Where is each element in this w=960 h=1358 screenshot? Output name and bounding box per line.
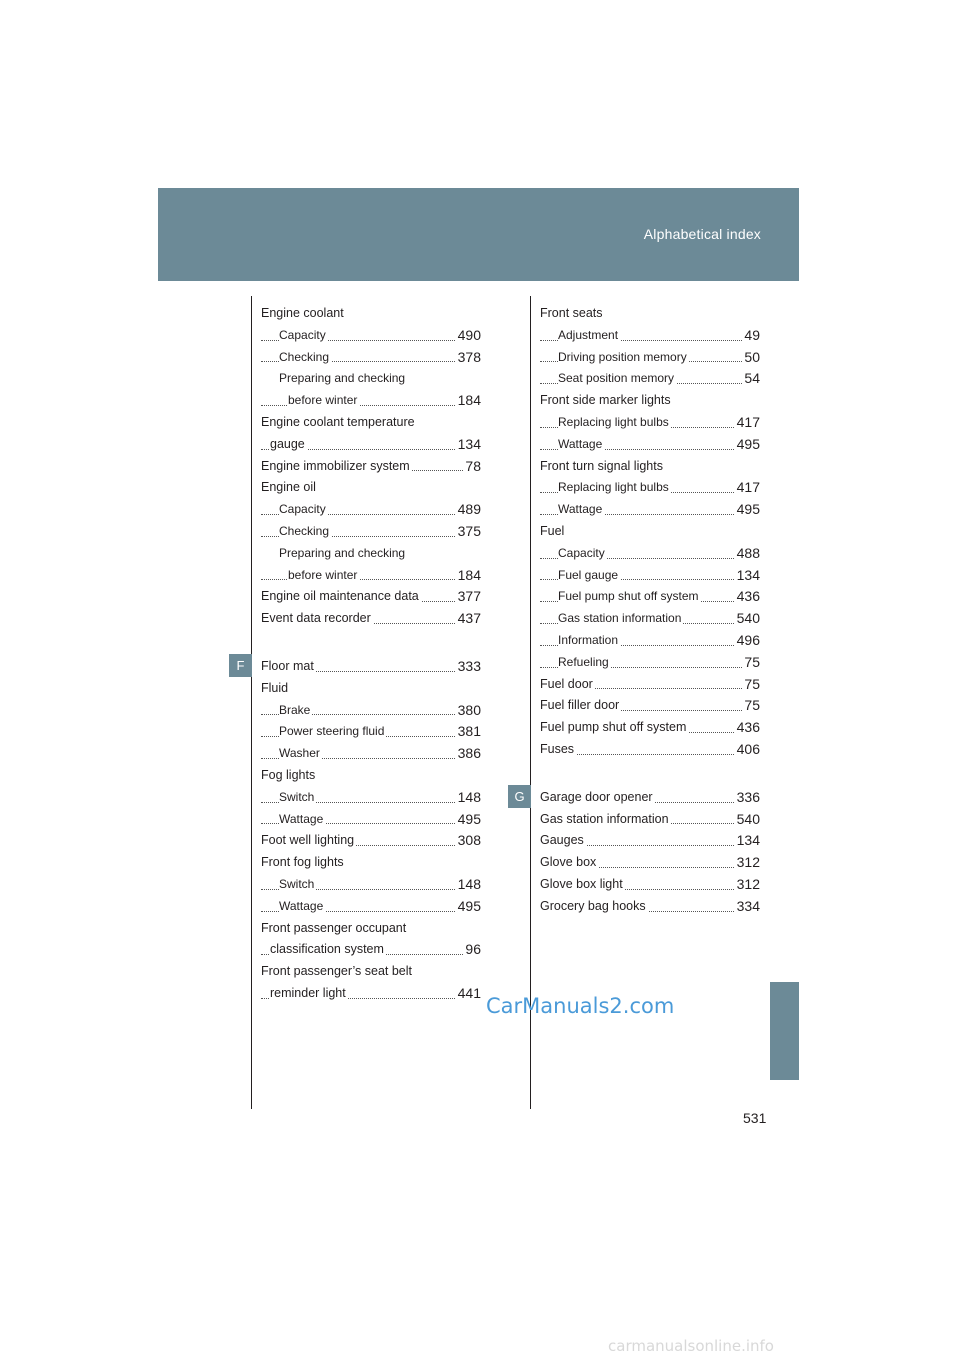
index-entry-label: Gauges	[540, 833, 584, 848]
watermark-primary: CarManuals2.com	[486, 994, 675, 1018]
page-header	[158, 188, 799, 281]
index-entry-label: Fuel door	[540, 676, 593, 691]
index-entry	[540, 456, 760, 478]
index-entry-page: 495	[735, 499, 760, 521]
index-entry	[261, 743, 481, 765]
index-entry	[540, 412, 760, 434]
index-entry	[540, 521, 760, 543]
index-entry-page: 489	[456, 499, 481, 521]
index-entry	[261, 809, 481, 831]
index-entry	[540, 674, 760, 696]
index-entry-page: 312	[735, 874, 760, 896]
index-entry-label: Foot well lighting	[261, 833, 355, 848]
index-entry	[261, 874, 481, 896]
index-entry	[261, 499, 481, 521]
index-entry	[540, 852, 760, 874]
index-entry-label: Adjustment	[558, 327, 619, 342]
index-entry-label: Front fog lights	[261, 855, 344, 870]
index-entry	[540, 652, 760, 674]
index-entry-label: Floor mat	[261, 658, 314, 673]
index-entry-label: Gas station information	[540, 811, 669, 826]
index-entry-label: Information	[558, 632, 619, 647]
index-entry	[540, 434, 760, 456]
index-entry-page: 380	[456, 700, 481, 722]
index-entry-label: Engine oil maintenance data	[261, 589, 419, 604]
index-entry-label: Power steering fluid	[279, 724, 385, 739]
index-entry-label: Checking	[279, 523, 330, 538]
index-entry-page: 495	[456, 809, 481, 831]
index-entry-label: Preparing and checking	[279, 545, 406, 560]
index-entry-page: 134	[735, 830, 760, 852]
index-entry	[261, 368, 481, 390]
index-entry-label: Glove box light	[540, 876, 623, 891]
index-entry-page: 488	[735, 543, 760, 565]
index-entry	[261, 787, 481, 809]
index-entry-label: Refueling	[558, 654, 609, 669]
index-entry-label: Front seats	[540, 306, 603, 320]
index-entry-label: Capacity	[279, 327, 326, 342]
index-entry-label: Glove box	[540, 855, 597, 870]
index-entry	[540, 695, 760, 717]
index-entry	[540, 303, 760, 325]
index-entry-page: 377	[456, 586, 481, 608]
index-entry-label: Fuel gauge	[558, 567, 619, 582]
index-entry-label: Wattage	[279, 811, 324, 826]
index-column-left	[261, 303, 481, 1005]
index-entry-page: 375	[456, 521, 481, 543]
index-entry	[540, 347, 760, 369]
index-entry-label: Fuel pump shut off system	[540, 720, 687, 735]
index-entry	[261, 434, 481, 456]
index-entry-label: Wattage	[558, 502, 603, 517]
middle-column-rule	[530, 296, 531, 1109]
index-entry-label: Engine coolant	[261, 306, 344, 320]
index-entry	[540, 477, 760, 499]
left-column-rule	[251, 296, 252, 1109]
index-entry	[261, 325, 481, 347]
index-entry	[261, 983, 481, 1005]
index-entry	[261, 678, 481, 700]
index-entry-label: Front passenger occupant	[261, 920, 407, 935]
index-entry-page: 417	[735, 412, 760, 434]
index-entry	[261, 721, 481, 743]
section-spacer	[540, 761, 760, 787]
index-entry-page: 495	[735, 434, 760, 456]
index-entry-label: Front turn signal lights	[540, 458, 663, 473]
index-entry-page: 496	[735, 630, 760, 652]
index-entry-page: 495	[456, 896, 481, 918]
index-entry	[540, 739, 760, 761]
index-entry-page: 96	[463, 939, 481, 961]
index-entry	[261, 412, 481, 434]
index-entry-label: Front side marker lights	[540, 393, 671, 408]
index-entry-page: 75	[742, 695, 760, 717]
index-entry-label: Switch	[279, 789, 315, 804]
index-entry-label: Brake	[279, 702, 311, 717]
index-entry-page: 490	[456, 325, 481, 347]
watermark-footer: carmanualsonline.info	[608, 1337, 774, 1355]
index-entry-label: Capacity	[279, 502, 326, 517]
index-entry	[540, 390, 760, 412]
index-entry-page: 308	[456, 830, 481, 852]
index-entry	[540, 896, 760, 918]
index-entry-page: 386	[456, 743, 481, 765]
section-tab-f: F	[229, 654, 252, 677]
index-entry	[261, 961, 481, 983]
index-entry	[261, 347, 481, 369]
index-entry-label: Grocery bag hooks	[540, 898, 646, 913]
index-entry-label: Engine immobilizer system	[261, 458, 410, 473]
index-column-right	[540, 303, 760, 918]
index-entry-label: Wattage	[558, 436, 603, 451]
index-entry	[261, 700, 481, 722]
index-entry	[261, 543, 481, 565]
index-entry	[540, 543, 760, 565]
index-entry-label: Wattage	[279, 898, 324, 913]
index-entry-label: Driving position memory	[558, 349, 687, 364]
index-entry	[261, 656, 481, 678]
index-entry-label: Replacing light bulbs	[558, 480, 669, 495]
index-entry	[540, 874, 760, 896]
index-entry-label: Engine oil	[261, 480, 316, 495]
index-entry	[261, 456, 481, 478]
index-entry-label: gauge	[270, 436, 305, 451]
index-entry	[540, 586, 760, 608]
index-entry-page: 336	[735, 787, 760, 809]
index-entry-label: Gas station information	[558, 611, 682, 626]
index-entry-page: 540	[735, 608, 760, 630]
header-title: Alphabetical index	[643, 226, 761, 242]
index-entry-page: 148	[456, 787, 481, 809]
index-entry-label: Capacity	[558, 545, 605, 560]
index-entry-label: Preparing and checking	[279, 371, 406, 386]
index-entry-label: Fuses	[540, 741, 575, 756]
index-entry	[540, 830, 760, 852]
index-entry-page: 406	[735, 739, 760, 761]
index-entry-label: Fluid	[261, 680, 289, 695]
index-entry-label: Fuel	[540, 523, 565, 538]
index-entry	[540, 368, 760, 390]
section-spacer	[261, 630, 481, 656]
index-entry	[261, 565, 481, 587]
index-entry	[540, 787, 760, 809]
index-entry-page: 75	[742, 652, 760, 674]
index-entry-label: Engine coolant temperature	[261, 414, 415, 429]
index-entry-page: 50	[742, 347, 760, 369]
index-entry	[540, 717, 760, 739]
index-entry-label: Switch	[279, 876, 315, 891]
index-entry	[261, 521, 481, 543]
index-entry-page: 437	[456, 608, 481, 630]
index-entry	[540, 499, 760, 521]
index-entry-page: 378	[456, 347, 481, 369]
index-entry-page: 381	[456, 721, 481, 743]
index-entry-label: classification system	[270, 942, 384, 957]
index-entry-label: Washer	[279, 746, 320, 761]
index-entry	[261, 830, 481, 852]
index-entry-label: Seat position memory	[558, 371, 675, 386]
index-entry-label: before winter	[288, 567, 358, 582]
index-entry-label: Fuel filler door	[540, 698, 620, 713]
index-entry-label: Fog lights	[261, 767, 316, 782]
index-entry	[261, 852, 481, 874]
index-entry-label: Replacing light bulbs	[558, 414, 669, 429]
index-entry	[540, 630, 760, 652]
section-tab-g: G	[508, 785, 531, 808]
index-entry-label: Fuel pump shut off system	[558, 589, 699, 604]
index-entry-label: Garage door opener	[540, 789, 653, 804]
index-entry-label: Checking	[279, 349, 330, 364]
index-entry	[261, 477, 481, 499]
index-entry	[261, 303, 481, 325]
chapter-thumb-tab	[770, 982, 799, 1080]
index-entry-page: 540	[735, 809, 760, 831]
index-entry	[540, 608, 760, 630]
index-entry	[540, 565, 760, 587]
index-entry-page: 184	[456, 565, 481, 587]
index-entry	[261, 765, 481, 787]
index-entry	[540, 325, 760, 347]
index-entry-page: 148	[456, 874, 481, 896]
index-entry	[261, 918, 481, 940]
index-entry-page: 49	[742, 325, 760, 347]
index-entry-page: 54	[742, 368, 760, 390]
index-entry-page: 334	[735, 896, 760, 918]
index-entry-page: 436	[735, 586, 760, 608]
index-entry	[261, 608, 481, 630]
index-entry	[261, 896, 481, 918]
index-entry-page: 333	[456, 656, 481, 678]
index-entry	[261, 939, 481, 961]
index-entry-page: 417	[735, 477, 760, 499]
index-entry-page: 78	[463, 456, 481, 478]
index-entry-page: 134	[456, 434, 481, 456]
index-entry-page: 441	[456, 983, 481, 1005]
index-entry-page: 134	[735, 565, 760, 587]
index-entry-label: before winter	[288, 393, 358, 408]
index-entry-label: Front passenger’s seat belt	[261, 964, 413, 979]
page-number: 531	[743, 1110, 767, 1126]
index-entry	[540, 809, 760, 831]
index-entry-label: reminder light	[270, 985, 346, 1000]
index-entry-label: Event data recorder	[261, 611, 371, 626]
index-entry-page: 312	[735, 852, 760, 874]
index-entry-page: 75	[742, 674, 760, 696]
index-entry	[261, 390, 481, 412]
index-entry-page: 184	[456, 390, 481, 412]
index-entry-page: 436	[735, 717, 760, 739]
index-entry	[261, 586, 481, 608]
